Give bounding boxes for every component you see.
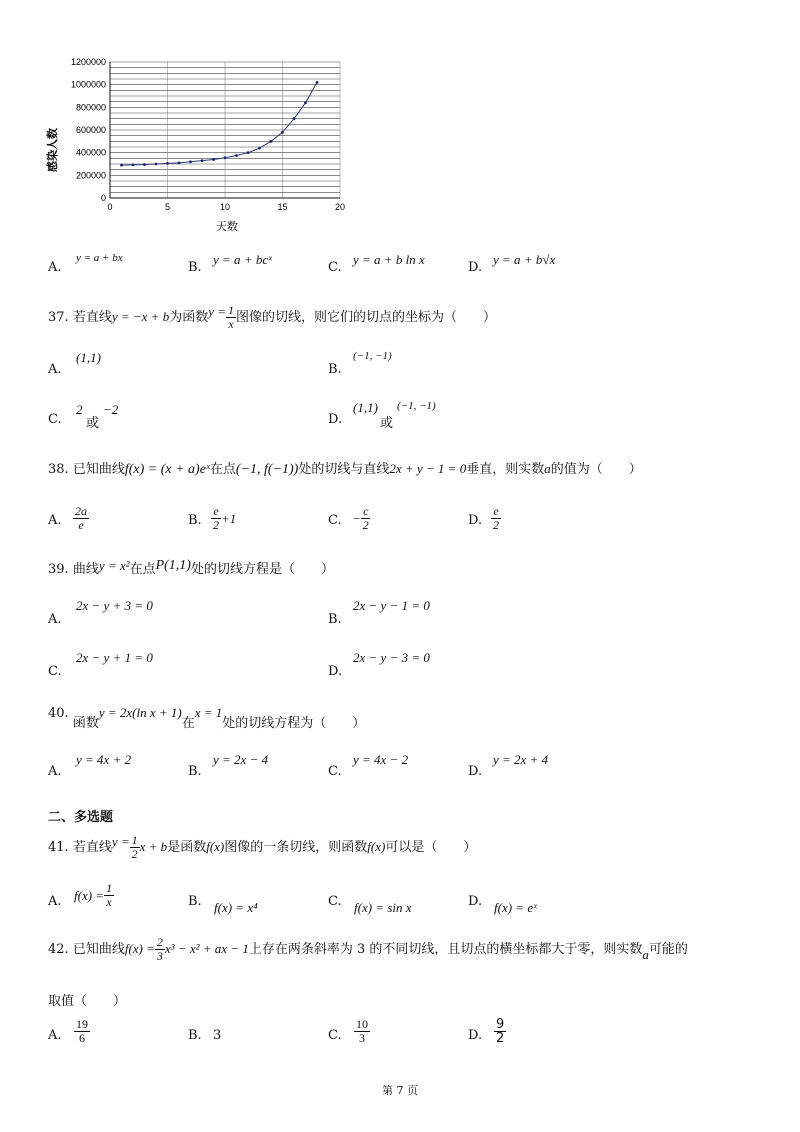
- q38-stem: 38. 已知曲线f(x) = (x + a)eˣ在点(−1, f(−1))处的切线与直线2x + y − 1 = 0垂直，则实数a的值为（ ）: [48, 461, 642, 477]
- y-tick-label: 800000: [75, 102, 106, 113]
- q39-options: A. 2x − y + 3 = 0 B. 2x − y − 1 = 0 C. 2x − y + 1 = 0 D. 2x − y − 3 = 0: [48, 598, 430, 679]
- x-tick-label: 20: [334, 202, 346, 212]
- chart-ticks: [71, 57, 345, 212]
- q38-options: A. $\frac{2a}{e}$ B. $\frac{e}{2}$ +1 C. − $\frac{c}{2}$ D. $\frac{e}{2}$: [48, 504, 499, 532]
- x-tick-label: 5: [164, 202, 171, 212]
- data-point: [166, 162, 169, 165]
- chart-grid: [110, 62, 340, 198]
- y-tick-label: 0: [100, 193, 106, 203]
- q40-options: A. y = 4x + 2 B. y = 2x − 4 C. y = 4x − 2 D. y = 2x + 4: [48, 752, 549, 779]
- q41-stem: 41. 若直线y = $\frac{1}{2}$ x + b是函数f(x)图像的一条切线，则函数f(x)可以是（ ）: [48, 833, 477, 861]
- data-point: [304, 101, 307, 104]
- q36-options: [48, 252, 788, 278]
- q42-stem-line2: 取值（ ）: [48, 994, 127, 1009]
- q36-option-d-expr: y = a + b√x: [493, 252, 556, 267]
- data-point: [258, 147, 261, 150]
- q39-number: 39.: [48, 562, 69, 577]
- q36-option-a-expr: y = a + bx: [76, 252, 123, 264]
- y-tick-label: 1000000: [70, 79, 106, 90]
- q40-number: 40.: [48, 706, 69, 721]
- q42-number: 42.: [48, 942, 69, 957]
- y-tick-label: 1200000: [70, 57, 106, 67]
- q37-number: 37.: [48, 310, 69, 325]
- q36-option-a-label: A.: [48, 260, 62, 275]
- data-point: [201, 159, 204, 162]
- data-point: [178, 161, 181, 164]
- q37-options: A. (1,1) B. (−1, −1) C. 2 或 −2 D. (1,1) 或 (−1, −1): [48, 350, 436, 431]
- data-point: [270, 140, 273, 143]
- x-tick-label: 0: [107, 202, 113, 212]
- data-point: [247, 151, 250, 154]
- data-point: [235, 154, 238, 157]
- q42-stem: 42. 已知曲线f(x) = $\frac{2}{3}$ x³ − x² + ax − 1上存在两条斜率为 3 的不同切线，且切点的横坐标都大于零，则实数a可能的: [48, 935, 688, 963]
- data-point: [143, 163, 146, 166]
- q41-options: A. f(x) = $\frac{1}{x}$ B. f(x) = x⁴ C. f(x) = sin x D. f(x) = eˣ: [48, 881, 537, 915]
- y-tick-label: 600000: [75, 125, 106, 135]
- q36-option-c-label: C.: [328, 260, 342, 275]
- data-point: [316, 81, 319, 84]
- data-point: [189, 160, 192, 163]
- data-point: [132, 164, 135, 167]
- x-tick-label: 15: [277, 202, 288, 212]
- q40-stem: 40. 函数y = 2x(ln x + 1)在x = 1处的切线方程为（ ）: [48, 705, 366, 731]
- chart-points: [120, 81, 318, 167]
- infection-chart: [40, 50, 360, 245]
- x-tick-label: 10: [219, 202, 231, 212]
- q36-option-c-expr: y = a + b ln x: [353, 252, 425, 267]
- q37-stem: 37. 若直线y = −x + b为函数y = $\frac{1}{x}$ 图像的切线，则它们的切点的坐标为（ ）: [48, 303, 497, 331]
- section-title: 二、多选题: [48, 810, 114, 825]
- data-point: [281, 131, 284, 134]
- q42-options: A. $\frac{19}{6}$ B. 3 C. $\frac{10}{3}$ D. $\frac{9}{2}$: [48, 1017, 505, 1046]
- q38-number: 38.: [48, 462, 69, 477]
- data-point: [155, 163, 158, 166]
- x-axis-label: 天数: [216, 221, 238, 233]
- data-point: [120, 164, 123, 167]
- q36-option-d-label: D.: [468, 260, 483, 275]
- q36-option-b-label: B.: [188, 260, 202, 275]
- page-number: 第 7 页: [382, 1084, 418, 1097]
- data-point: [224, 156, 227, 159]
- q41-number: 41.: [48, 840, 69, 855]
- q39-stem: 39. 曲线y = x²在点P(1,1)处的切线方程是（ ）: [48, 558, 334, 577]
- q36-option-b-expr: y = a + bcˣ: [213, 252, 272, 267]
- data-point: [293, 117, 296, 120]
- y-tick-label: 200000: [75, 170, 106, 181]
- data-point: [212, 158, 215, 161]
- y-axis-label: 感染人数: [47, 128, 59, 172]
- y-tick-label: 400000: [75, 147, 106, 158]
